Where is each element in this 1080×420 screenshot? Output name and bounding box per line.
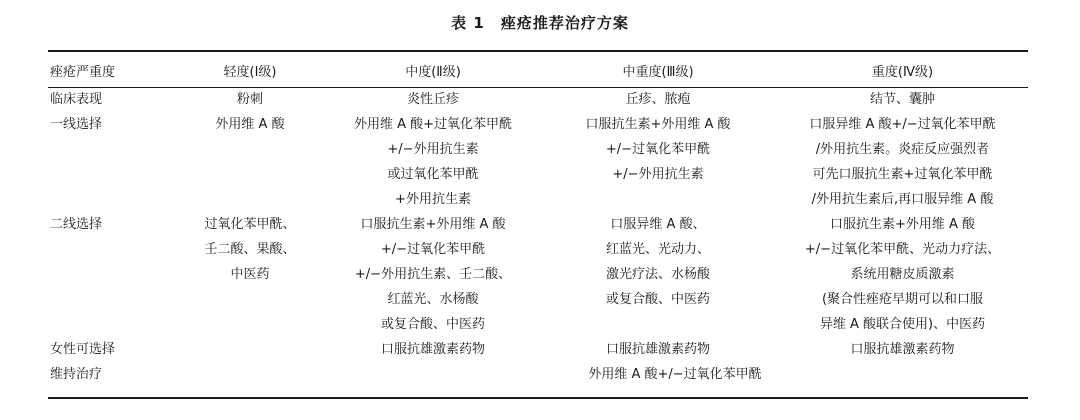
row-label-female: 女性可选择	[50, 342, 116, 357]
row-label-maintenance: 维持治疗	[50, 367, 103, 382]
cell-first-line-moderate	[330, 112, 536, 212]
cell-line: +/−外用抗生素	[612, 167, 704, 182]
cell-line: +/−外用抗生素、壬二酸、	[354, 267, 512, 282]
cell-line: 口服抗生素+外用维 A 酸	[585, 117, 731, 132]
cell-maintenance-all	[330, 362, 1020, 387]
cell-line: 外用维 A 酸+过氧化苯甲酰	[353, 117, 513, 132]
cell-line: /外用抗生素。炎症反应强烈者	[815, 142, 990, 157]
cell-clinical-moderate-severe	[560, 87, 756, 112]
cell-second-line-severe	[785, 212, 1020, 337]
cell-line: 口服抗雄激素药物	[380, 342, 485, 357]
row-label-clinical: 临床表现	[50, 92, 103, 107]
cell-line: +/−过氧化苯甲酰	[380, 242, 486, 257]
cell-clinical-severe	[785, 87, 1020, 112]
cell-line: +/−过氧化苯甲酰	[605, 142, 711, 157]
cell-second-line-moderate-severe	[560, 212, 756, 312]
cell-line: 口服异维 A 酸+/−过氧化苯甲酰	[809, 117, 996, 132]
cell-first-line-severe	[785, 112, 1020, 212]
cell-line: 异维 A 酸联合使用)、中医药	[819, 317, 986, 332]
cell-line: 丘疹、脓疱	[625, 92, 691, 107]
cell-first-line-moderate-severe	[560, 112, 756, 187]
cell-line: 口服抗生素+外用维 A 酸	[360, 217, 506, 232]
cell-line: 炎性丘疹	[406, 92, 459, 107]
cell-line: 壬二酸、果酸、	[204, 242, 296, 257]
cell-clinical-moderate	[330, 87, 536, 112]
header-severity: 痤疮严重度	[50, 65, 116, 80]
cell-female-moderate	[330, 337, 536, 362]
cell-line: 口服抗生素+外用维 A 酸	[829, 217, 976, 232]
cell-clinical-mild	[170, 87, 330, 112]
cell-line: 或复合酸、中医药	[605, 292, 710, 307]
cell-female-moderate-severe	[560, 337, 756, 362]
row-label-second-line: 二线选择	[50, 217, 103, 232]
top-rule	[48, 50, 1028, 52]
cell-line: +/−过氧化苯甲酰、光动力疗法、	[804, 242, 1001, 257]
cell-female-severe	[785, 337, 1020, 362]
header-moderate: 中度(Ⅱ级)	[405, 65, 461, 80]
cell-line: 系统用糖皮质激素	[850, 267, 955, 282]
cell-line: 外用维 A 酸+/−过氧化苯甲酰	[588, 367, 762, 382]
cell-line: 口服抗雄激素药物	[850, 342, 955, 357]
cell-line: 结节、囊肿	[869, 92, 935, 107]
row-label-first-line: 一线选择	[50, 117, 103, 132]
cell-line: 粉刺	[236, 92, 263, 107]
cell-line: 过氧化苯甲酰、	[204, 217, 296, 232]
table-caption: 表 1 痤疮推荐治疗方案	[451, 14, 629, 32]
bottom-rule	[48, 397, 1028, 399]
cell-line: 或复合酸、中医药	[380, 317, 485, 332]
cell-first-line-mild	[170, 112, 330, 137]
cell-line: 中医药	[230, 267, 270, 282]
cell-second-line-moderate	[330, 212, 536, 337]
cell-line: (聚合性痤疮早期可以和口服	[821, 292, 984, 307]
cell-line: 或过氧化苯甲酰	[387, 167, 479, 182]
cell-second-line-mild	[170, 212, 330, 287]
cell-line: 口服异维 A 酸、	[610, 217, 706, 232]
cell-line: 可先口服抗生素+过氧化苯甲酰	[812, 167, 993, 182]
cell-line: 口服抗雄激素药物	[605, 342, 710, 357]
cell-line: 激光疗法、水杨酸	[605, 267, 710, 282]
cell-line: 红蓝光、水杨酸	[387, 292, 479, 307]
header-mild: 轻度(Ⅰ级)	[223, 65, 277, 80]
cell-line: +/−外用抗生素	[387, 142, 479, 157]
cell-line: 外用维 A 酸	[215, 117, 285, 132]
header-moderate-severe: 中重度(Ⅲ级)	[622, 65, 694, 80]
cell-line: +外用抗生素	[395, 192, 471, 207]
cell-line: /外用抗生素后,再口服异维 A 酸	[811, 192, 994, 207]
header-severe: 重度(Ⅳ级)	[871, 65, 934, 80]
cell-line: 红蓝光、光动力、	[605, 242, 710, 257]
